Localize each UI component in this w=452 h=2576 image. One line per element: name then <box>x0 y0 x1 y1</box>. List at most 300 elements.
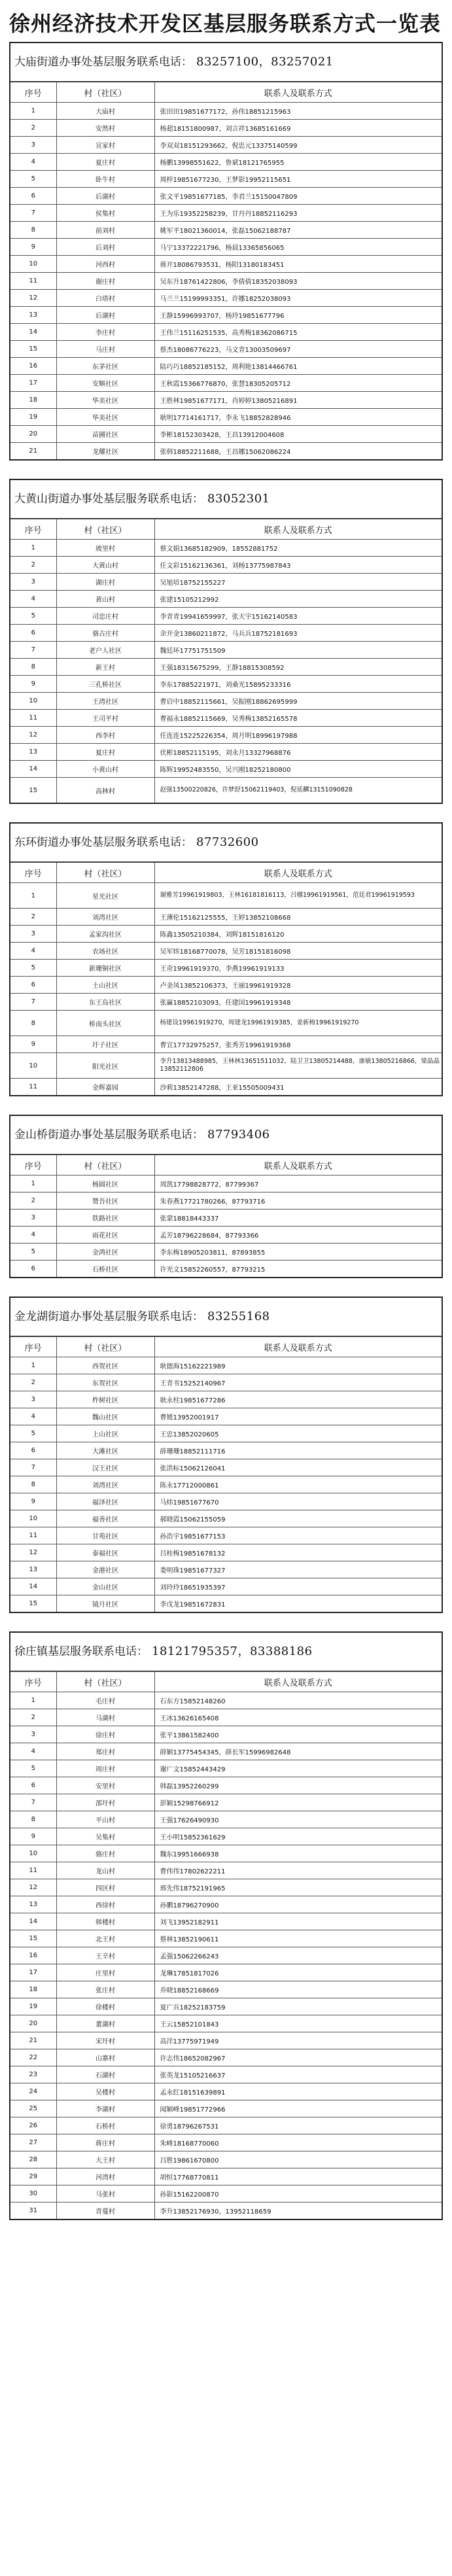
row-contact: 杨鹏13998551622，鲁斌18121765955 <box>154 154 442 171</box>
row-seq: 8 <box>10 222 56 239</box>
row-seq: 17 <box>10 1964 56 1981</box>
table-row <box>10 1357 442 1374</box>
row-village: 石桥社区 <box>56 1261 154 1278</box>
row-seq: 14 <box>10 324 56 341</box>
row-village: 东茅社区 <box>56 358 154 375</box>
row-village: 阳光社区 <box>56 1053 154 1079</box>
row-seq: 4 <box>10 1227 56 1244</box>
table-row <box>10 1408 442 1425</box>
row-village: 雨花社区 <box>56 1227 154 1244</box>
row-seq: 1 <box>10 103 56 120</box>
row-contact: 马兰兰15199993351，许娜18252038093 <box>154 290 442 307</box>
row-seq: 12 <box>10 290 56 307</box>
row-seq: 29 <box>10 2168 56 2185</box>
row-contact: 朱峰18168770060 <box>154 2134 442 2151</box>
table-row <box>10 1845 442 1862</box>
row-village: 马湖村 <box>56 1709 154 1726</box>
row-contact: 陈鑫13505210384，刘辉18151816120 <box>154 926 442 943</box>
row-seq: 8 <box>10 1011 56 1036</box>
table-row <box>10 1175 442 1192</box>
table-row <box>10 960 442 977</box>
table-row <box>10 239 442 256</box>
section-phone: 87793406 <box>207 1128 270 1141</box>
row-contact: 王伟兰15116251535，高秀梅18362086715 <box>154 324 442 341</box>
row-seq: 9 <box>10 1493 56 1510</box>
row-seq: 3 <box>10 137 56 154</box>
row-seq: 5 <box>10 960 56 977</box>
row-seq: 2 <box>10 1374 56 1391</box>
row-village: 甘苑社区 <box>56 1527 154 1544</box>
row-seq: 4 <box>10 1743 56 1760</box>
row-village: 韩楼村 <box>56 1913 154 1930</box>
table-row <box>10 324 442 341</box>
row-village: 高林村 <box>56 778 154 803</box>
row-seq: 7 <box>10 1794 56 1811</box>
row-contact: 王强17626490930 <box>154 1811 442 1828</box>
table-row <box>10 2134 442 2151</box>
table-row <box>10 994 442 1011</box>
row-seq: 10 <box>10 1510 56 1527</box>
row-seq: 4 <box>10 1408 56 1425</box>
table-row <box>10 977 442 994</box>
section-phone: 83255168 <box>207 1310 270 1323</box>
row-contact: 吴东升18761422806，李倩倩18352038093 <box>154 273 442 290</box>
row-village: 大庙村 <box>56 103 154 120</box>
table-row <box>10 1811 442 1828</box>
row-village: 赞吾社区 <box>56 1192 154 1210</box>
table-row <box>10 1913 442 1930</box>
row-contact: 李东17885221971，刘桑光15895233316 <box>154 676 442 693</box>
table-row <box>10 2015 442 2032</box>
row-contact: 刘飞13952182911 <box>154 1913 442 1930</box>
contact-table <box>10 82 442 459</box>
row-village: 刘湾社区 <box>56 1476 154 1493</box>
row-village: 后刘村 <box>56 239 154 256</box>
table-row <box>10 171 442 188</box>
row-seq: 22 <box>10 2049 56 2066</box>
row-seq: 27 <box>10 2134 56 2151</box>
row-village: 骆古庄村 <box>56 625 154 642</box>
row-village: 泰福社区 <box>56 1544 154 1561</box>
section-header <box>10 1116 442 1155</box>
row-contact: 彭颖15298766912 <box>154 1794 442 1811</box>
table-row <box>10 1578 442 1595</box>
row-village: 马张村 <box>56 2185 154 2202</box>
row-seq: 6 <box>10 1777 56 1794</box>
row-contact: 王静15996993707，杨玲19851677796 <box>154 307 442 324</box>
section-phone: 83052301 <box>207 492 270 506</box>
row-village: 侯集村 <box>56 205 154 222</box>
section-header <box>10 1298 442 1336</box>
office-section <box>9 479 443 804</box>
table-row <box>10 727 442 744</box>
row-seq: 21 <box>10 443 56 460</box>
row-seq: 5 <box>10 171 56 188</box>
office-section <box>9 1115 443 1278</box>
table-row <box>10 659 442 676</box>
row-village: 白塔村 <box>56 290 154 307</box>
column-header-seq: 序号 <box>10 1155 56 1175</box>
row-village: 李庄村 <box>56 324 154 341</box>
contact-table <box>10 519 442 803</box>
row-contact: 蔡文娟13685182909，18552881752 <box>154 540 442 557</box>
table-row <box>10 1374 442 1391</box>
row-seq: 1 <box>10 1357 56 1374</box>
row-village: 老户人社区 <box>56 642 154 659</box>
table-row <box>10 290 442 307</box>
row-village: 郑庄村 <box>56 1743 154 1760</box>
row-village: 宣家村 <box>56 137 154 154</box>
row-contact: 周梓19851677230，王梦影19952115651 <box>154 171 442 188</box>
row-seq: 14 <box>10 1578 56 1595</box>
row-contact: 张赢18852103093，任建国19961919348 <box>154 994 442 1011</box>
row-village: 骆庄村 <box>56 1845 154 1862</box>
row-seq: 19 <box>10 409 56 426</box>
row-village: 宋圩村 <box>56 2032 154 2049</box>
row-seq: 6 <box>10 1261 56 1278</box>
table-row <box>10 256 442 273</box>
table-header-row <box>10 519 442 540</box>
column-header-seq: 序号 <box>10 519 56 540</box>
column-header-village: 村（社区） <box>56 1672 154 1692</box>
row-village: 星光社区 <box>56 883 154 909</box>
row-village: 大黄山村 <box>56 557 154 574</box>
row-village: 东贺社区 <box>56 1374 154 1391</box>
row-seq: 12 <box>10 1544 56 1561</box>
row-village: 河湾村 <box>56 2168 154 2185</box>
row-contact: 李戊龙19851672831 <box>154 1595 442 1612</box>
row-village: 西徐村 <box>56 1896 154 1913</box>
section-header <box>10 480 442 519</box>
row-village: 毛庄村 <box>56 1692 154 1709</box>
row-village: 卧牛村 <box>56 171 154 188</box>
row-contact: 龙琳17851817026 <box>154 1964 442 1981</box>
row-contact: 沙莉13852147288，王亚15505009431 <box>154 1079 442 1096</box>
table-row <box>10 2185 442 2202</box>
table-row <box>10 676 442 693</box>
column-header-village: 村（社区） <box>56 82 154 103</box>
table-row <box>10 2202 442 2219</box>
table-row <box>10 926 442 943</box>
row-village: 夏庄村 <box>56 154 154 171</box>
row-contact: 杨超18151800987，刘言祥13685161669 <box>154 120 442 137</box>
table-row <box>10 1998 442 2015</box>
row-village: 谢庄村 <box>56 273 154 290</box>
table-row <box>10 1760 442 1777</box>
row-seq: 4 <box>10 154 56 171</box>
row-village: 李湖村 <box>56 2100 154 2117</box>
row-village: 后湖村 <box>56 188 154 205</box>
row-seq: 28 <box>10 2151 56 2168</box>
table-row <box>10 1425 442 1442</box>
table-row <box>10 375 442 392</box>
row-village: 三孔桥社区 <box>56 676 154 693</box>
row-seq: 26 <box>10 2117 56 2134</box>
row-contact: 曹启中18852115661，吴振刚18862695999 <box>154 693 442 710</box>
row-village: 新珊铜社区 <box>56 960 154 977</box>
row-village: 四区村 <box>56 1879 154 1896</box>
table-row <box>10 1964 442 1981</box>
column-header-seq: 序号 <box>10 1672 56 1692</box>
row-seq: 12 <box>10 727 56 744</box>
row-contact: 张田田19851677172，孙伟18851215963 <box>154 103 442 120</box>
row-seq: 8 <box>10 1811 56 1828</box>
row-contact: 任文彩15162136361，刘杨13775987843 <box>154 557 442 574</box>
row-contact: 陈永17712000861 <box>154 1476 442 1493</box>
row-seq: 11 <box>10 1079 56 1096</box>
office-section <box>9 1631 443 2220</box>
table-row <box>10 1947 442 1964</box>
row-village: 小黄山村 <box>56 761 154 778</box>
row-seq: 23 <box>10 2066 56 2083</box>
row-seq: 6 <box>10 977 56 994</box>
row-village: 石湖村 <box>56 2066 154 2083</box>
table-row <box>10 358 442 375</box>
document-title: 徐州经济技术开发区基层服务联系方式一览表 <box>9 11 442 36</box>
table-row <box>10 2151 442 2168</box>
column-header-contact: 联系人及联系方式 <box>154 863 442 883</box>
table-row <box>10 591 442 608</box>
row-contact: 张英龙15105216637 <box>154 2066 442 2083</box>
row-contact: 余开金13860211872，马兵兵18752181693 <box>154 625 442 642</box>
row-seq: 14 <box>10 761 56 778</box>
row-village: 徐庄村 <box>56 1726 154 1743</box>
row-contact: 李彬18152303428，王昌13912004608 <box>154 426 442 443</box>
row-seq: 20 <box>10 2015 56 2032</box>
contact-table <box>10 862 442 1095</box>
row-seq: 10 <box>10 1053 56 1079</box>
row-village: 龙耀社区 <box>56 443 154 460</box>
row-contact: 任连连15225226354，周月明18996197988 <box>154 727 442 744</box>
table-row <box>10 710 442 727</box>
row-village: 金港社区 <box>56 1561 154 1578</box>
row-contact: 王为乐19352258239，甘丹丹18852116293 <box>154 205 442 222</box>
section-phone: 87732600 <box>196 835 259 849</box>
table-row <box>10 1079 442 1096</box>
section-header <box>10 824 442 862</box>
table-row <box>10 608 442 625</box>
row-village: 大王村 <box>56 2151 154 2168</box>
table-row <box>10 273 442 290</box>
column-header-contact: 联系人及联系方式 <box>154 1155 442 1175</box>
table-row <box>10 1527 442 1544</box>
row-village: 上山社区 <box>56 1425 154 1442</box>
table-row <box>10 1510 442 1527</box>
row-seq: 18 <box>10 392 56 409</box>
row-contact: 王胜林19851677171，肖婷婷13805216891 <box>154 392 442 409</box>
row-village: 华美社区 <box>56 409 154 426</box>
row-seq: 5 <box>10 608 56 625</box>
row-contact: 谢雅芳19961919803，王林16181816113，吕娜19961919561，范廷君19961919593 <box>154 883 442 909</box>
row-seq: 13 <box>10 744 56 761</box>
table-row <box>10 1544 442 1561</box>
section-office-name: 金山桥街道办事处基层服务联系电话： <box>14 1128 203 1141</box>
office-section <box>9 42 443 461</box>
table-header-row <box>10 863 442 883</box>
section-header <box>10 43 442 82</box>
row-seq: 21 <box>10 2032 56 2049</box>
row-contact: 张平13861582400 <box>154 1726 442 1743</box>
row-village: 徐楼村 <box>56 1998 154 2015</box>
column-header-village: 村（社区） <box>56 519 154 540</box>
row-village: 安里村 <box>56 1777 154 1794</box>
row-seq: 17 <box>10 375 56 392</box>
table-row <box>10 778 442 803</box>
row-contact: 孙鹏18796270900 <box>154 1896 442 1913</box>
row-contact: 娄明珠19851677327 <box>154 1561 442 1578</box>
row-seq: 13 <box>10 1896 56 1913</box>
table-row <box>10 540 442 557</box>
row-seq: 19 <box>10 1998 56 2015</box>
row-seq: 15 <box>10 1930 56 1947</box>
table-row <box>10 120 442 137</box>
row-contact: 魏廷环17751751509 <box>154 642 442 659</box>
row-seq: 25 <box>10 2100 56 2117</box>
row-contact: 伏彬18852115195，刘永月13327968876 <box>154 744 442 761</box>
table-row <box>10 943 442 960</box>
row-contact: 吴旭培18752155227 <box>154 574 442 591</box>
row-seq: 3 <box>10 926 56 943</box>
row-contact: 吕桂梅19851678132 <box>154 1544 442 1561</box>
row-seq: 6 <box>10 188 56 205</box>
row-village: 湖庄村 <box>56 574 154 591</box>
row-seq: 3 <box>10 574 56 591</box>
table-row <box>10 1036 442 1053</box>
section-office-name: 徐庄镇基层服务联系电话： <box>14 1645 148 1658</box>
section-header <box>10 1633 442 1671</box>
row-village: 王辛村 <box>56 1947 154 1964</box>
office-section <box>9 1297 443 1613</box>
table-row <box>10 2066 442 2083</box>
table-row <box>10 1930 442 1947</box>
row-contact: 张文平19851677185，李君兰15150047809 <box>154 188 442 205</box>
row-seq: 9 <box>10 239 56 256</box>
table-row <box>10 409 442 426</box>
row-contact: 谢广文15852443429 <box>154 1760 442 1777</box>
row-contact: 孙浩宇19851677153 <box>154 1527 442 1544</box>
row-seq: 20 <box>10 426 56 443</box>
row-contact: 郝晓霞15062155059 <box>154 1510 442 1527</box>
table-row <box>10 222 442 239</box>
row-seq: 24 <box>10 2083 56 2100</box>
row-contact: 吴军炜18168770078，吴芳18151816098 <box>154 943 442 960</box>
table-row <box>10 1692 442 1709</box>
row-contact: 赵强13500220826，许梦舒15062119403，倪延麟13151090828 <box>154 778 442 803</box>
row-contact: 孙影15162200870 <box>154 2185 442 2202</box>
table-row <box>10 1442 442 1459</box>
section-phone: 18121795357，83388186 <box>152 1645 313 1658</box>
table-header-row <box>10 82 442 103</box>
table-row <box>10 1493 442 1510</box>
row-seq: 2 <box>10 1192 56 1210</box>
row-contact: 王奇19961919370，李燕19961919133 <box>154 960 442 977</box>
row-contact: 曹伟伟17802622211 <box>154 1862 442 1879</box>
column-header-village: 村（社区） <box>56 863 154 883</box>
column-header-contact: 联系人及联系方式 <box>154 82 442 103</box>
table-row <box>10 426 442 443</box>
sections-container <box>9 42 443 2220</box>
row-village: 大滩社区 <box>56 1442 154 1459</box>
row-seq: 9 <box>10 676 56 693</box>
table-row <box>10 1210 442 1227</box>
row-contact: 徐勇18796267531 <box>154 2117 442 2134</box>
row-village: 福善社区 <box>56 1510 154 1527</box>
row-contact: 王强18315675299，王静18815308592 <box>154 659 442 676</box>
row-seq: 1 <box>10 1175 56 1192</box>
row-contact: 王薄伦15162125555，王婷13852108668 <box>154 909 442 926</box>
row-seq: 9 <box>10 1828 56 1845</box>
row-seq: 2 <box>10 557 56 574</box>
row-seq: 11 <box>10 1527 56 1544</box>
table-row <box>10 1011 442 1036</box>
row-village: 后湖村 <box>56 307 154 324</box>
row-village: 东王岛社区 <box>56 994 154 1011</box>
row-contact: 吕胜19861670800 <box>154 2151 442 2168</box>
row-contact: 李双双18151293662，倪忠元13375140599 <box>154 137 442 154</box>
row-contact: 李东梅18905203811，87893855 <box>154 1244 442 1261</box>
row-contact: 马宁13372221796，杨晨13365856065 <box>154 239 442 256</box>
table-row <box>10 1794 442 1811</box>
row-contact: 王秋霞15366776870，张慧18305205712 <box>154 375 442 392</box>
table-row <box>10 625 442 642</box>
row-contact: 王青书15252140967 <box>154 1374 442 1391</box>
row-village: 司忠庄村 <box>56 608 154 625</box>
table-row <box>10 744 442 761</box>
row-contact: 李升13813488985，王林林13651511032，陆卫卫13805214488，康敏13805216866，梁晶晶13852112806 <box>154 1053 442 1079</box>
row-contact: 耿德海15162221989 <box>154 1357 442 1374</box>
row-seq: 7 <box>10 1459 56 1476</box>
row-seq: 10 <box>10 1845 56 1862</box>
row-contact: 周凯17798828772，87799367 <box>154 1175 442 1192</box>
column-header-contact: 联系人及联系方式 <box>154 1337 442 1357</box>
row-seq: 4 <box>10 943 56 960</box>
row-village: 福泽社区 <box>56 1493 154 1510</box>
table-row <box>10 2049 442 2066</box>
row-contact: 张建15105212992 <box>154 591 442 608</box>
row-contact: 孟永红18151639891 <box>154 2083 442 2100</box>
table-row <box>10 341 442 358</box>
row-village: 前刘村 <box>56 222 154 239</box>
row-village: 金辉嘉园 <box>56 1079 154 1096</box>
table-row <box>10 1053 442 1079</box>
row-seq: 7 <box>10 642 56 659</box>
row-village: 石桥村 <box>56 2117 154 2134</box>
row-village: 安顺社区 <box>56 375 154 392</box>
column-header-village: 村（社区） <box>56 1337 154 1357</box>
section-office-name: 大黄山街道办事处基层服务联系电话： <box>14 493 203 506</box>
row-seq: 15 <box>10 341 56 358</box>
row-village: 汉王社区 <box>56 1459 154 1476</box>
table-row <box>10 1879 442 1896</box>
row-seq: 15 <box>10 778 56 803</box>
table-row <box>10 557 442 574</box>
row-contact: 曹宜17732975257，张秀芳19961919368 <box>154 1036 442 1053</box>
table-row <box>10 443 442 460</box>
table-row <box>10 1709 442 1726</box>
row-seq: 12 <box>10 1879 56 1896</box>
table-row <box>10 1595 442 1612</box>
column-header-seq: 序号 <box>10 863 56 883</box>
column-header-seq: 序号 <box>10 82 56 103</box>
table-row <box>10 1561 442 1578</box>
row-contact: 卢金凤13852106373，王丽19961919328 <box>154 977 442 994</box>
table-row <box>10 2032 442 2049</box>
row-village: 新王村 <box>56 659 154 676</box>
row-seq: 6 <box>10 1442 56 1459</box>
row-contact: 刘玲玲18651935397 <box>154 1578 442 1595</box>
row-village: 铁路社区 <box>56 1210 154 1227</box>
row-contact: 陈辉19952483550，吴兴刚18252180800 <box>154 761 442 778</box>
